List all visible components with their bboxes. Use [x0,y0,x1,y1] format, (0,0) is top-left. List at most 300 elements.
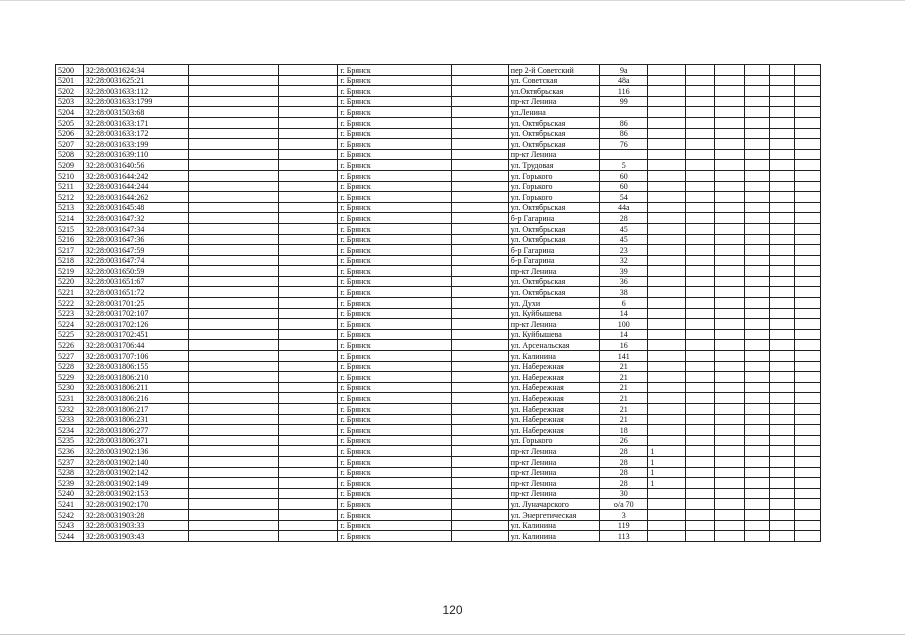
empty-cell [452,393,508,404]
cadastral-number-cell: 32:28:0031633:172 [83,128,189,139]
empty-cell [278,446,338,457]
empty-cell [744,128,769,139]
empty-cell [278,160,338,171]
city-cell: г. Брянск [338,425,452,436]
extra-cell [648,361,686,372]
empty-cell [744,276,769,287]
empty-cell [452,213,508,224]
empty-cell [744,435,769,446]
empty-cell [715,351,745,362]
cadastral-number-cell: 32:28:0031651:72 [83,287,189,298]
house-number-cell [600,107,648,118]
empty-cell [452,425,508,436]
empty-cell [795,223,821,234]
empty-cell [189,202,278,213]
empty-cell [452,499,508,510]
cadastral-number-cell: 32:28:0031903:43 [83,531,189,542]
city-cell: г. Брянск [338,499,452,510]
extra-cell [648,160,686,171]
cadastral-number-cell: 32:28:0031806:216 [83,393,189,404]
empty-cell [715,255,745,266]
street-cell: ул. Октябрьская [508,117,599,128]
empty-cell [686,170,715,181]
extra-cell [648,308,686,319]
cadastral-number-cell: 32:28:0031633:1799 [83,96,189,107]
empty-cell [769,435,795,446]
cadastral-number-cell: 32:28:0031806:371 [83,435,189,446]
empty-cell [769,467,795,478]
extra-cell [648,202,686,213]
cadastral-number-cell: 32:28:0031902:136 [83,446,189,457]
empty-cell [744,139,769,150]
table-row [56,404,821,415]
extra-cell [648,181,686,192]
empty-cell [452,372,508,383]
row-number-cell: 5200 [56,65,84,76]
street-cell: ул. Набережная [508,382,599,393]
empty-cell [744,160,769,171]
empty-cell [278,170,338,181]
empty-cell [189,446,278,457]
extra-cell: 1 [648,467,686,478]
empty-cell [278,213,338,224]
street-cell: пр-кт Ленина [508,456,599,467]
street-cell: ул. Куйбышева [508,329,599,340]
extra-cell [648,488,686,499]
empty-cell [769,520,795,531]
cadastral-number-cell: 32:28:0031624:34 [83,65,189,76]
empty-cell [744,372,769,383]
extra-cell [648,351,686,362]
cadastral-number-cell: 32:28:0031902:149 [83,478,189,489]
empty-cell [715,414,745,425]
empty-cell [744,255,769,266]
row-number-cell: 5204 [56,107,84,118]
empty-cell [795,520,821,531]
cadastral-number-cell: 32:28:0031647:59 [83,245,189,256]
row-number-cell: 5221 [56,287,84,298]
row-number-cell: 5239 [56,478,84,489]
house-number-cell: 14 [600,308,648,319]
table-row [56,234,821,245]
city-cell: г. Брянск [338,435,452,446]
street-cell: ул. Духи [508,298,599,309]
empty-cell [795,202,821,213]
row-number-cell: 5201 [56,75,84,86]
empty-cell [278,404,338,415]
empty-cell [744,488,769,499]
empty-cell [452,478,508,489]
empty-cell [278,435,338,446]
empty-cell [686,245,715,256]
empty-cell [769,75,795,86]
empty-cell [769,266,795,277]
row-number-cell: 5223 [56,308,84,319]
row-number-cell: 5237 [56,456,84,467]
empty-cell [452,170,508,181]
empty-cell [715,509,745,520]
empty-cell [686,266,715,277]
cadastral-number-cell: 32:28:0031651:67 [83,276,189,287]
page-number: 120 [442,603,463,617]
empty-cell [744,414,769,425]
street-cell: пр-кт Ленина [508,478,599,489]
empty-cell [686,404,715,415]
row-number-cell: 5228 [56,361,84,372]
empty-cell [278,531,338,542]
empty-cell [795,308,821,319]
empty-cell [686,467,715,478]
house-number-cell: 3 [600,509,648,520]
empty-cell [715,499,745,510]
city-cell: г. Брянск [338,372,452,383]
empty-cell [189,308,278,319]
cadastral-number-cell: 32:28:0031647:74 [83,255,189,266]
empty-cell [795,456,821,467]
empty-cell [278,234,338,245]
city-cell: г. Брянск [338,456,452,467]
extra-cell [648,223,686,234]
empty-cell [715,520,745,531]
empty-cell [795,467,821,478]
empty-cell [686,456,715,467]
empty-cell [715,234,745,245]
cadastral-number-cell: 32:28:0031806:211 [83,382,189,393]
extra-cell [648,96,686,107]
table-row [56,128,821,139]
street-cell: пр-кт Ленина [508,149,599,160]
city-cell: г. Брянск [338,75,452,86]
table-row [56,478,821,489]
city-cell: г. Брянск [338,234,452,245]
house-number-cell: 86 [600,117,648,128]
empty-cell [189,298,278,309]
empty-cell [452,509,508,520]
empty-cell [686,255,715,266]
street-cell: ул. Октябрьская [508,202,599,213]
empty-cell [686,86,715,97]
empty-cell [686,65,715,76]
empty-cell [278,509,338,520]
extra-cell [648,319,686,330]
cadastral-number-cell: 32:28:0031707:106 [83,351,189,362]
empty-cell [744,181,769,192]
empty-cell [452,520,508,531]
cadastral-number-cell: 32:28:0031902:142 [83,467,189,478]
extra-cell [648,117,686,128]
empty-cell [278,488,338,499]
table-row [56,65,821,76]
empty-cell [189,351,278,362]
empty-cell [744,149,769,160]
empty-cell [278,361,338,372]
table-row [56,213,821,224]
empty-cell [686,192,715,203]
row-number-cell: 5207 [56,139,84,150]
empty-cell [715,86,745,97]
street-cell: ул. Советская [508,75,599,86]
empty-cell [795,414,821,425]
street-cell: ул. Октябрьская [508,276,599,287]
empty-cell [189,414,278,425]
empty-cell [686,128,715,139]
street-cell: ул. Набережная [508,404,599,415]
house-number-cell: 86 [600,128,648,139]
empty-cell [686,340,715,351]
empty-cell [278,96,338,107]
empty-cell [795,319,821,330]
empty-cell [744,446,769,457]
cadastral-number-cell: 32:28:0031639:110 [83,149,189,160]
row-number-cell: 5217 [56,245,84,256]
empty-cell [715,319,745,330]
empty-cell [715,213,745,224]
street-cell: ул. Набережная [508,393,599,404]
scan-edge-bottom [0,634,905,635]
empty-cell [452,488,508,499]
city-cell: г. Брянск [338,509,452,520]
city-cell: г. Брянск [338,213,452,224]
cadastral-number-cell: 32:28:0031633:199 [83,139,189,150]
extra-cell [648,276,686,287]
empty-cell [744,509,769,520]
empty-cell [769,170,795,181]
empty-cell [715,266,745,277]
empty-cell [769,117,795,128]
empty-cell [769,488,795,499]
street-cell: ул. Луначарского [508,499,599,510]
table-row [56,255,821,266]
empty-cell [795,478,821,489]
table-row [56,456,821,467]
table-row [56,319,821,330]
empty-cell [686,329,715,340]
house-number-cell: 23 [600,245,648,256]
city-cell: г. Брянск [338,478,452,489]
cadastral-number-cell: 32:28:0031806:210 [83,372,189,383]
row-number-cell: 5220 [56,276,84,287]
empty-cell [189,488,278,499]
empty-cell [795,404,821,415]
extra-cell [648,170,686,181]
empty-cell [278,340,338,351]
empty-cell [744,329,769,340]
empty-cell [769,531,795,542]
street-cell: б-р Гагарина [508,245,599,256]
empty-cell [686,223,715,234]
empty-cell [769,287,795,298]
street-cell: пр-кт Ленина [508,319,599,330]
empty-cell [744,202,769,213]
row-number-cell: 5229 [56,372,84,383]
empty-cell [278,266,338,277]
house-number-cell [600,149,648,160]
city-cell: г. Брянск [338,223,452,234]
empty-cell [452,435,508,446]
empty-cell [795,170,821,181]
empty-cell [278,107,338,118]
empty-cell [189,96,278,107]
empty-cell [744,319,769,330]
empty-cell [189,276,278,287]
table-row [56,382,821,393]
street-cell: ул. Октябрьская [508,128,599,139]
empty-cell [715,340,745,351]
empty-cell [769,192,795,203]
extra-cell [648,128,686,139]
extra-cell [648,149,686,160]
row-number-cell: 5225 [56,329,84,340]
extra-cell [648,520,686,531]
empty-cell [744,520,769,531]
extra-cell [648,75,686,86]
empty-cell [189,435,278,446]
empty-cell [795,298,821,309]
empty-cell [278,499,338,510]
empty-cell [686,425,715,436]
table-row [56,446,821,457]
empty-cell [715,361,745,372]
house-number-cell: 9а [600,65,648,76]
house-number-cell: о/а 70 [600,499,648,510]
empty-cell [744,456,769,467]
empty-cell [278,181,338,192]
empty-cell [744,287,769,298]
empty-cell [686,139,715,150]
table-row [56,425,821,436]
city-cell: г. Брянск [338,361,452,372]
empty-cell [795,149,821,160]
empty-cell [715,181,745,192]
empty-cell [686,160,715,171]
empty-cell [715,456,745,467]
house-number-cell: 18 [600,425,648,436]
house-number-cell: 60 [600,181,648,192]
empty-cell [452,329,508,340]
cadastral-number-cell: 32:28:0031706:44 [83,340,189,351]
empty-cell [744,467,769,478]
street-cell: пр-кт Ленина [508,266,599,277]
house-number-cell: 26 [600,435,648,446]
empty-cell [189,181,278,192]
empty-cell [715,223,745,234]
empty-cell [686,414,715,425]
empty-cell [452,107,508,118]
house-number-cell: 48а [600,75,648,86]
row-number-cell: 5241 [56,499,84,510]
table-row [56,86,821,97]
empty-cell [189,340,278,351]
empty-cell [278,372,338,383]
city-cell: г. Брянск [338,266,452,277]
empty-cell [189,139,278,150]
empty-cell [189,382,278,393]
row-number-cell: 5219 [56,266,84,277]
empty-cell [715,393,745,404]
empty-cell [452,181,508,192]
empty-cell [715,170,745,181]
empty-cell [744,361,769,372]
empty-cell [686,96,715,107]
street-cell: ул. Трудовая [508,160,599,171]
empty-cell [715,192,745,203]
street-cell: ул. Арсенальская [508,340,599,351]
empty-cell [744,393,769,404]
empty-cell [189,287,278,298]
cadastral-number-cell: 32:28:0031640:56 [83,160,189,171]
empty-cell [189,245,278,256]
cadastral-number-cell: 32:28:0031645:48 [83,202,189,213]
house-number-cell: 21 [600,414,648,425]
empty-cell [744,382,769,393]
empty-cell [452,531,508,542]
empty-cell [744,499,769,510]
empty-cell [189,319,278,330]
empty-cell [452,245,508,256]
empty-cell [769,478,795,489]
empty-cell [795,160,821,171]
empty-cell [795,234,821,245]
city-cell: г. Брянск [338,329,452,340]
table-row [56,107,821,118]
cadastral-number-cell: 32:28:0031644:242 [83,170,189,181]
house-number-cell: 6 [600,298,648,309]
empty-cell [686,276,715,287]
empty-cell [715,75,745,86]
table-row [56,329,821,340]
empty-cell [452,351,508,362]
empty-cell [795,86,821,97]
empty-cell [744,192,769,203]
cadastral-number-cell: 32:28:0031701:25 [83,298,189,309]
extra-cell [648,245,686,256]
city-cell: г. Брянск [338,287,452,298]
empty-cell [795,382,821,393]
city-cell: г. Брянск [338,531,452,542]
empty-cell [278,520,338,531]
empty-cell [686,499,715,510]
empty-cell [769,456,795,467]
empty-cell [795,329,821,340]
cadastral-number-cell: 32:28:0031806:155 [83,361,189,372]
house-number-cell: 14 [600,329,648,340]
row-number-cell: 5212 [56,192,84,203]
city-cell: г. Брянск [338,340,452,351]
empty-cell [769,65,795,76]
empty-cell [189,160,278,171]
empty-cell [795,276,821,287]
cadastral-number-cell: 32:28:0031647:36 [83,234,189,245]
empty-cell [452,223,508,234]
empty-cell [189,117,278,128]
empty-cell [189,467,278,478]
house-number-cell: 76 [600,139,648,150]
extra-cell [648,425,686,436]
empty-cell [769,86,795,97]
empty-cell [715,202,745,213]
house-number-cell: 28 [600,467,648,478]
city-cell: г. Брянск [338,117,452,128]
empty-cell [189,255,278,266]
empty-cell [744,96,769,107]
city-cell: г. Брянск [338,308,452,319]
empty-cell [795,287,821,298]
row-number-cell: 5206 [56,128,84,139]
city-cell: г. Брянск [338,107,452,118]
cadastral-number-cell: 32:28:0031903:33 [83,520,189,531]
empty-cell [189,361,278,372]
row-number-cell: 5227 [56,351,84,362]
